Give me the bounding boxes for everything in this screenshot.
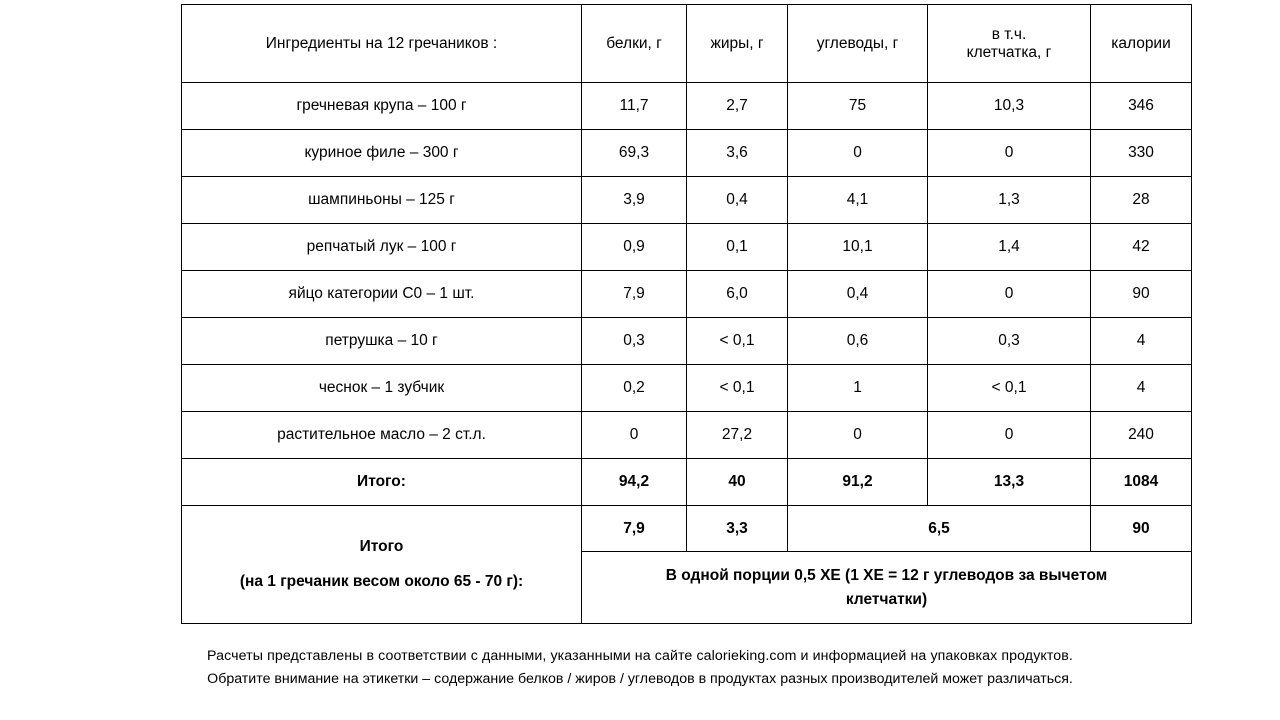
cell-total-carbs: 91,2: [788, 459, 928, 506]
column-header-fat: жиры, г: [687, 5, 788, 83]
cell-per-serving-protein: 7,9: [582, 506, 687, 552]
cell-ingredient-name: яйцо категории С0 – 1 шт.: [182, 271, 582, 318]
cell-fat: < 0,1: [687, 365, 788, 412]
cell-fiber: 10,3: [928, 83, 1091, 130]
cell-protein: 11,7: [582, 83, 687, 130]
cell-protein: 0,2: [582, 365, 687, 412]
table-body: [182, 83, 1192, 624]
cell-per-serving-calories: 90: [1091, 506, 1192, 552]
cell-protein: 0,3: [582, 318, 687, 365]
table-row: [182, 412, 1192, 459]
cell-fiber: 1,4: [928, 224, 1091, 271]
column-header-fiber: [928, 5, 1091, 83]
cell-carbs: 0: [788, 130, 928, 177]
cell-protein: 3,9: [582, 177, 687, 224]
table-row-per-serving: [182, 506, 1192, 552]
per-serving-label-line2: (на 1 гречаник весом около 65 - 70 г):: [239, 572, 524, 590]
cell-ingredient-name: гречневая крупа – 100 г: [182, 83, 582, 130]
cell-carbs: 0: [788, 412, 928, 459]
cell-protein: 7,9: [582, 271, 687, 318]
cell-calories: 330: [1091, 130, 1192, 177]
column-header-calories: калории: [1091, 5, 1192, 83]
cell-calories: 42: [1091, 224, 1192, 271]
table-row: [182, 224, 1192, 271]
cell-total-label: Итого:: [182, 459, 582, 506]
cell-fiber: 1,3: [928, 177, 1091, 224]
cell-protein: 0: [582, 412, 687, 459]
cell-carbs: 75: [788, 83, 928, 130]
table-row: [182, 130, 1192, 177]
cell-calories: 240: [1091, 412, 1192, 459]
footnote-line-2: Обратите внимание на этикетки – содержание белков / жиров / углеводов в продуктах разных производителей может различаться.: [207, 671, 1073, 687]
table-row-total: [182, 459, 1192, 506]
column-header-protein: белки, г: [582, 5, 687, 83]
cell-total-fiber: 13,3: [928, 459, 1091, 506]
per-serving-note-line2: клетчатки): [845, 590, 928, 608]
cell-ingredient-name: растительное масло – 2 ст.л.: [182, 412, 582, 459]
footnote: [0, 645, 1280, 691]
nutrition-table-wrapper: [181, 4, 1191, 624]
cell-fiber: 0,3: [928, 318, 1091, 365]
cell-per-serving-label: [182, 506, 582, 624]
column-header-ingredients: Ингредиенты на 12 гречаников :: [182, 5, 582, 83]
cell-fat: 3,6: [687, 130, 788, 177]
cell-carbs: 1: [788, 365, 928, 412]
cell-fat: 0,1: [687, 224, 788, 271]
cell-carbs: 10,1: [788, 224, 928, 271]
per-serving-label-line1: Итого: [359, 538, 404, 556]
cell-ingredient-name: репчатый лук – 100 г: [182, 224, 582, 271]
table-row: [182, 177, 1192, 224]
cell-protein: 0,9: [582, 224, 687, 271]
cell-total-protein: 94,2: [582, 459, 687, 506]
nutrition-table: [181, 4, 1192, 624]
footnote-line-1: Расчеты представлены в соответствии с данными, указанными на сайте calorieking.com и информацией на упаковках продуктов.: [207, 648, 1073, 664]
cell-fiber: 0: [928, 412, 1091, 459]
column-header-fiber-line1: в т.ч.: [991, 25, 1027, 43]
cell-carbs: 4,1: [788, 177, 928, 224]
cell-fat: 6,0: [687, 271, 788, 318]
cell-calories: 90: [1091, 271, 1192, 318]
cell-calories: 28: [1091, 177, 1192, 224]
cell-calories: 4: [1091, 365, 1192, 412]
table-header-row: [182, 5, 1192, 83]
cell-ingredient-name: чеснок – 1 зубчик: [182, 365, 582, 412]
table-row: [182, 83, 1192, 130]
cell-carbs: 0,6: [788, 318, 928, 365]
cell-ingredient-name: шампиньоны – 125 г: [182, 177, 582, 224]
table-row: [182, 318, 1192, 365]
cell-calories: 346: [1091, 83, 1192, 130]
cell-fat: < 0,1: [687, 318, 788, 365]
cell-ingredient-name: куриное филе – 300 г: [182, 130, 582, 177]
column-header-carbs: углеводы, г: [788, 5, 928, 83]
cell-ingredient-name: петрушка – 10 г: [182, 318, 582, 365]
table-row: [182, 271, 1192, 318]
cell-fat: 27,2: [687, 412, 788, 459]
cell-protein: 69,3: [582, 130, 687, 177]
cell-per-serving-fat: 3,3: [687, 506, 788, 552]
cell-total-calories: 1084: [1091, 459, 1192, 506]
cell-carbs: 0,4: [788, 271, 928, 318]
cell-per-serving-note: [582, 552, 1192, 624]
cell-calories: 4: [1091, 318, 1192, 365]
per-serving-note-line1: В одной порции 0,5 ХЕ (1 ХЕ = 12 г углеводов за вычетом: [665, 567, 1108, 585]
cell-total-fat: 40: [687, 459, 788, 506]
cell-fiber: < 0,1: [928, 365, 1091, 412]
table-header: [182, 5, 1192, 83]
cell-fat: 0,4: [687, 177, 788, 224]
table-row: [182, 365, 1192, 412]
column-header-fiber-line2: клетчатка, г: [966, 43, 1052, 61]
cell-fat: 2,7: [687, 83, 788, 130]
cell-fiber: 0: [928, 130, 1091, 177]
cell-fiber: 0: [928, 271, 1091, 318]
cell-per-serving-carbs-fiber: 6,5: [788, 506, 1091, 552]
